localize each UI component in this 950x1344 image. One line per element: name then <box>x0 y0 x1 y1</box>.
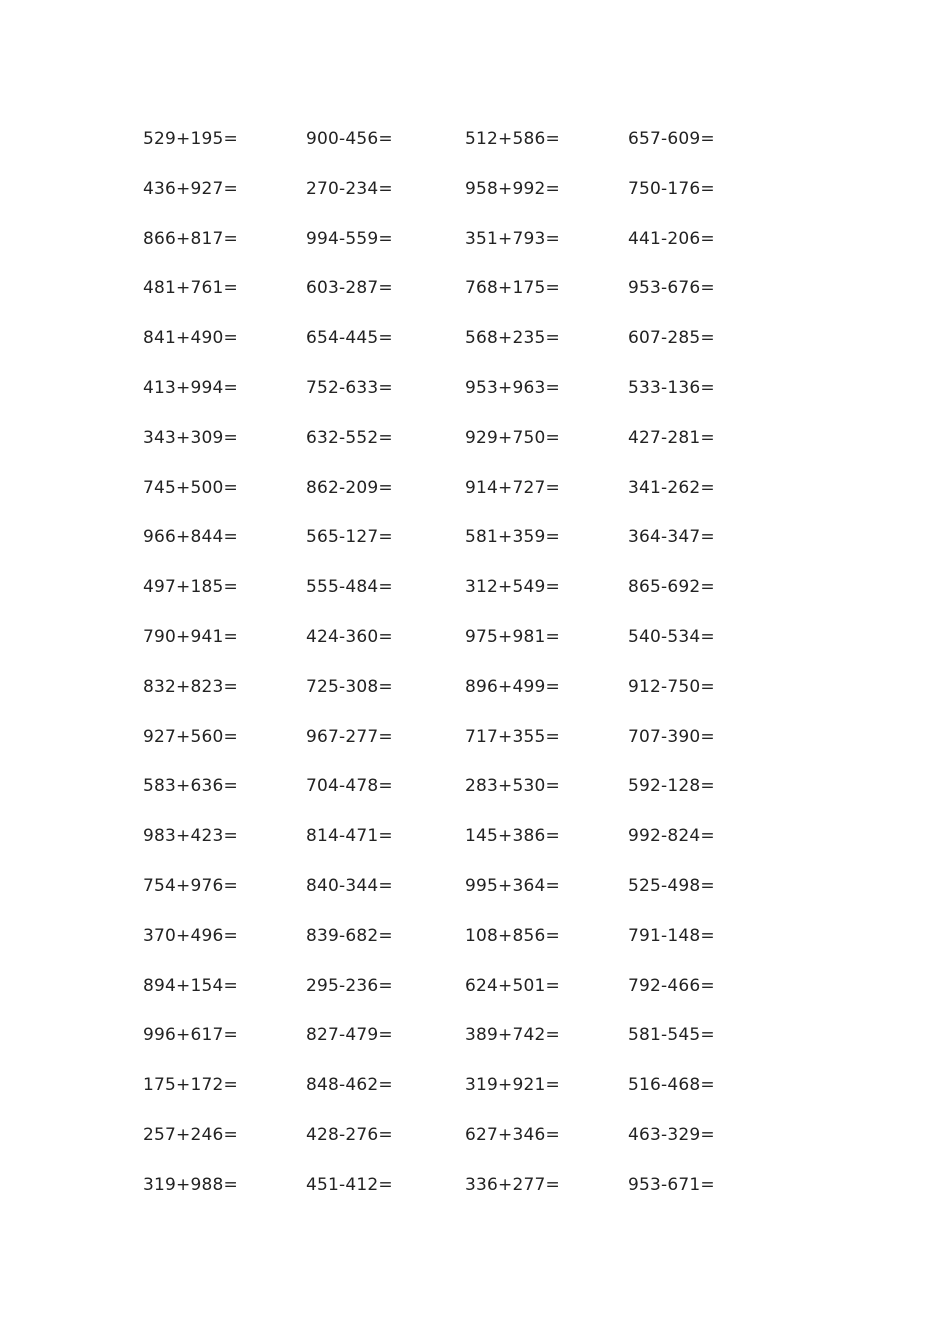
math-problem: 607-285= <box>628 328 715 349</box>
math-problem: 336+277= <box>465 1174 560 1195</box>
math-problem: 832+823= <box>143 676 238 697</box>
math-problem: 568+235= <box>465 328 560 349</box>
math-problem: 654-445= <box>306 328 393 349</box>
problem-row <box>0 363 950 413</box>
math-problem: 624+501= <box>465 975 560 996</box>
problem-row <box>0 911 950 961</box>
math-problem: 717+355= <box>465 726 560 747</box>
problem-row <box>0 413 950 463</box>
math-problem: 516-468= <box>628 1075 715 1096</box>
problem-row <box>0 114 950 164</box>
math-problem: 750-176= <box>628 178 715 199</box>
math-problem: 814-471= <box>306 826 393 847</box>
math-problem: 790+941= <box>143 626 238 647</box>
problem-row <box>0 1160 950 1210</box>
math-problem: 992-824= <box>628 826 715 847</box>
math-problem: 975+981= <box>465 626 560 647</box>
problem-row <box>0 662 950 712</box>
math-problem: 827-479= <box>306 1025 393 1046</box>
math-problem: 319+921= <box>465 1075 560 1096</box>
math-problem: 894+154= <box>143 975 238 996</box>
math-problem: 996+617= <box>143 1025 238 1046</box>
math-problem: 912-750= <box>628 676 715 697</box>
math-problem: 603-287= <box>306 278 393 299</box>
math-problem: 707-390= <box>628 726 715 747</box>
problem-row <box>0 1110 950 1160</box>
math-problem: 966+844= <box>143 527 238 548</box>
problem-row <box>0 712 950 762</box>
math-problem: 424-360= <box>306 626 393 647</box>
math-problem: 413+994= <box>143 377 238 398</box>
math-problem: 529+195= <box>143 129 238 149</box>
math-problem: 463-329= <box>628 1124 715 1145</box>
math-problem: 295-236= <box>306 975 393 996</box>
math-problem: 283+530= <box>465 776 560 797</box>
math-problem: 754+976= <box>143 875 238 896</box>
math-problem: 953-676= <box>628 278 715 299</box>
math-problem: 841+490= <box>143 328 238 349</box>
math-problem: 175+172= <box>143 1075 238 1096</box>
problem-row <box>0 164 950 214</box>
math-problem: 436+927= <box>143 178 238 199</box>
math-problem: 745+500= <box>143 477 238 498</box>
problem-row <box>0 512 950 562</box>
problem-row <box>0 612 950 662</box>
math-problem: 725-308= <box>306 676 393 697</box>
math-problem: 953+963= <box>465 377 560 398</box>
problem-row <box>0 263 950 313</box>
math-problem: 632-552= <box>306 427 393 448</box>
math-problem: 555-484= <box>306 577 393 598</box>
math-problem: 994-559= <box>306 228 393 249</box>
math-problem: 627+346= <box>465 1124 560 1145</box>
problem-row <box>0 214 950 264</box>
math-problem: 768+175= <box>465 278 560 299</box>
problem-row <box>0 463 950 513</box>
math-problem: 958+992= <box>465 178 560 199</box>
math-problem: 533-136= <box>628 377 715 398</box>
math-problem: 427-281= <box>628 427 715 448</box>
math-problem: 370+496= <box>143 925 238 946</box>
math-problem: 848-462= <box>306 1075 393 1096</box>
math-problem: 319+988= <box>143 1174 238 1195</box>
math-problem: 270-234= <box>306 178 393 199</box>
math-problem: 312+549= <box>465 577 560 598</box>
math-problem: 389+742= <box>465 1025 560 1046</box>
math-problem: 983+423= <box>143 826 238 847</box>
math-problem: 364-347= <box>628 527 715 548</box>
math-problem: 657-609= <box>628 129 715 149</box>
math-problem: 145+386= <box>465 826 560 847</box>
problem-row <box>0 1060 950 1110</box>
math-problem: 540-534= <box>628 626 715 647</box>
problem-row <box>0 562 950 612</box>
math-problem: 592-128= <box>628 776 715 797</box>
math-problem: 441-206= <box>628 228 715 249</box>
math-problem: 108+856= <box>465 925 560 946</box>
math-problem: 497+185= <box>143 577 238 598</box>
problem-row <box>0 961 950 1011</box>
problem-row <box>0 1010 950 1060</box>
math-problem: 866+817= <box>143 228 238 249</box>
math-problem: 995+364= <box>465 875 560 896</box>
math-problem: 581+359= <box>465 527 560 548</box>
math-problem: 839-682= <box>306 925 393 946</box>
problem-row <box>0 761 950 811</box>
math-problem: 481+761= <box>143 278 238 299</box>
arithmetic-problem-grid <box>0 114 950 1210</box>
math-problem: 791-148= <box>628 925 715 946</box>
math-problem: 927+560= <box>143 726 238 747</box>
math-problem: 428-276= <box>306 1124 393 1145</box>
math-problem: 583+636= <box>143 776 238 797</box>
math-problem: 451-412= <box>306 1174 393 1195</box>
math-problem: 565-127= <box>306 527 393 548</box>
math-problem: 953-671= <box>628 1174 715 1195</box>
math-problem: 896+499= <box>465 676 560 697</box>
math-problem: 752-633= <box>306 377 393 398</box>
math-problem: 704-478= <box>306 776 393 797</box>
math-problem: 865-692= <box>628 577 715 598</box>
math-problem: 967-277= <box>306 726 393 747</box>
math-problem: 341-262= <box>628 477 715 498</box>
math-problem: 343+309= <box>143 427 238 448</box>
math-problem: 929+750= <box>465 427 560 448</box>
math-problem: 351+793= <box>465 228 560 249</box>
math-problem: 512+586= <box>465 129 560 149</box>
math-problem: 581-545= <box>628 1025 715 1046</box>
math-problem: 900-456= <box>306 129 393 149</box>
math-problem: 792-466= <box>628 975 715 996</box>
problem-row <box>0 861 950 911</box>
math-problem: 914+727= <box>465 477 560 498</box>
math-problem: 840-344= <box>306 875 393 896</box>
math-problem: 257+246= <box>143 1124 238 1145</box>
problem-row <box>0 313 950 363</box>
problem-row <box>0 811 950 861</box>
math-problem: 862-209= <box>306 477 393 498</box>
math-problem: 525-498= <box>628 875 715 896</box>
